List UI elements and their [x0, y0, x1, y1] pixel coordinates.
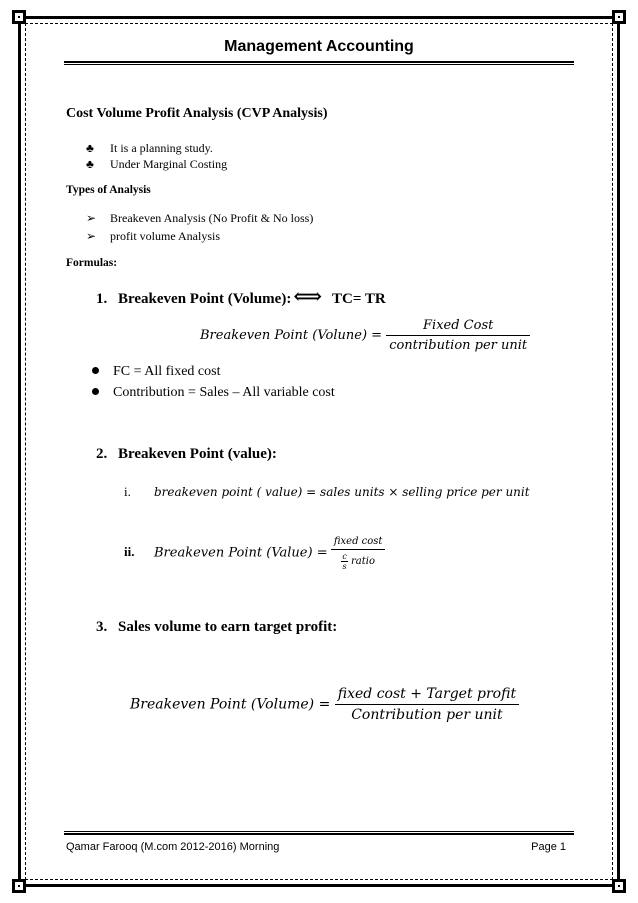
ratio-numerator: c — [342, 552, 347, 561]
list-item — [92, 385, 335, 401]
roman-label: i. — [124, 484, 131, 499]
list-item — [86, 211, 313, 226]
formulas-heading: Formulas: — [66, 257, 118, 269]
formula-lhs: Breakeven Point (Volume) = — [130, 696, 331, 713]
list-item-text: Under Marginal Costing — [110, 157, 228, 171]
ratio-denominator: s — [342, 562, 347, 571]
arrow-bullet-icon: ➢ — [86, 229, 97, 243]
formula-number: 1. — [96, 291, 108, 307]
page-number: Page 1 — [531, 841, 566, 853]
numerator: fixed cost + Target profit — [337, 686, 517, 702]
section-title: Cost Volume Profit Analysis (CVP Analysis) — [66, 106, 328, 121]
formula-1-expression — [200, 318, 530, 353]
formula-expression: breakeven point ( value) = sales units × selling price per unit — [154, 485, 530, 499]
formula-2-heading — [96, 446, 277, 463]
footer-rule — [64, 831, 574, 835]
list-item-text: Contribution = Sales – All variable cost — [113, 385, 335, 400]
denominator: Contribution per unit — [335, 704, 519, 723]
formula-title: Breakeven Point (Volume): — [118, 291, 292, 307]
fraction — [335, 686, 519, 723]
arrow-bullet-icon: ➢ — [86, 211, 97, 225]
list-item-text: FC = All fixed cost — [113, 364, 221, 379]
formula-2-i — [124, 484, 530, 500]
ratio-label: ratio — [351, 556, 375, 567]
corner-ornament-icon — [12, 10, 26, 24]
list-item — [86, 141, 213, 156]
corner-ornament-icon — [12, 879, 26, 893]
dot-bullet-icon — [92, 367, 99, 374]
formula-equation: TC= TR — [332, 291, 386, 307]
fraction — [331, 536, 386, 571]
double-arrow-icon: ⟺ — [293, 286, 322, 308]
formula-number: 2. — [96, 446, 108, 462]
numerator: fixed cost — [333, 536, 383, 547]
roman-label: ii. — [124, 544, 135, 560]
list-item — [92, 364, 220, 380]
corner-ornament-icon — [612, 10, 626, 24]
formula-title: Breakeven Point (value): — [118, 446, 277, 462]
formula-3-heading — [96, 619, 337, 636]
formula-number: 3. — [96, 619, 108, 635]
list-item-text: Breakeven Analysis (No Profit & No loss) — [110, 211, 314, 225]
list-item-text: It is a planning study. — [110, 141, 213, 155]
list-item-text: profit volume Analysis — [110, 229, 220, 243]
list-item — [86, 229, 220, 244]
numerator: Fixed Cost — [423, 318, 494, 333]
formula-title: Sales volume to earn target profit: — [118, 619, 338, 635]
club-bullet-icon: ♣ — [86, 141, 94, 155]
types-heading: Types of Analysis — [66, 184, 151, 196]
formula-3-expression — [130, 686, 519, 723]
formula-lhs: Breakeven Point (Volune) = — [200, 328, 383, 343]
footer-author: Qamar Farooq (M.com 2012-2016) Morning — [66, 841, 280, 853]
denominator: contribution per unit — [386, 335, 530, 353]
list-item — [86, 157, 227, 172]
corner-ornament-icon — [612, 879, 626, 893]
formula-lhs: Breakeven Point (Value) = — [154, 545, 328, 561]
header-title: Management Accounting — [224, 38, 414, 55]
formula-2-ii — [124, 536, 385, 571]
header-rule — [64, 61, 574, 65]
denominator — [331, 549, 386, 571]
club-bullet-icon: ♣ — [86, 157, 94, 171]
ratio-fraction — [341, 552, 347, 571]
fraction — [386, 318, 530, 353]
formula-1-heading — [96, 284, 386, 309]
dot-bullet-icon — [92, 388, 99, 395]
